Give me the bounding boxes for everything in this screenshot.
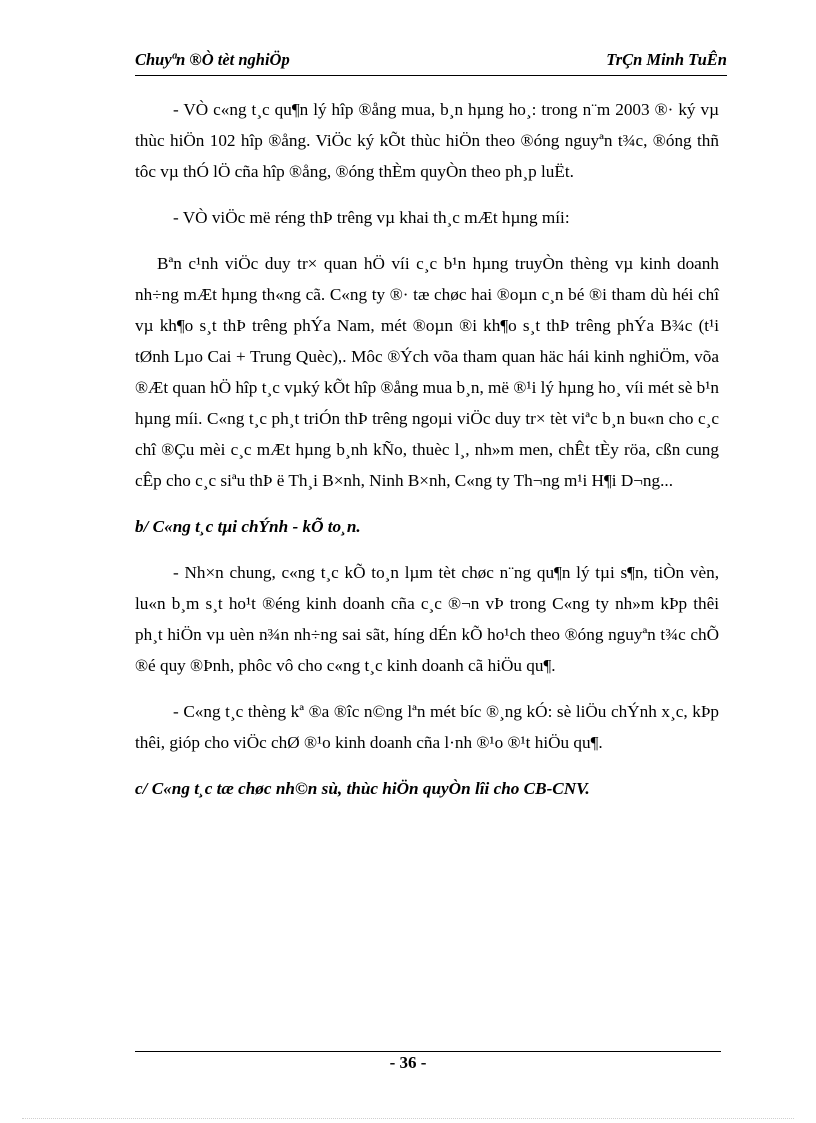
header-author-name: TrÇn Minh TuÊn	[606, 50, 727, 69]
paragraph-contract-management: - VÒ c«ng t¸c qu¶n lý hîp ®ång mua, b¸n hµng ho¸: trong n¨m 2003 ®· ký vµ thùc hiÖn 102 hîp ®ång. ViÖc ký kÕt thùc hiÖn theo ®óng nguyªn t¾c, ®óng thñ tôc vµ thÓ lÖ cña hîp ®ång, ®óng thÈm quyÒn theo ph¸p luËt.	[135, 100, 719, 181]
section-b-heading: b/ C«ng t¸c tµi chÝnh - kÕ to¸n.	[135, 517, 361, 536]
page-bottom-border	[22, 1118, 794, 1119]
section-c-heading: c/ C«ng t¸c tæ chøc nh©n sù, thùc hiÖn quyÒn lîi cho CB-CNV.	[135, 779, 590, 798]
page-header	[135, 47, 727, 76]
paragraph-accounting-overview: - Nh×n chung, c«ng t¸c kÕ to¸n lµm tèt chøc n¨ng qu¶n lý tµi s¶n, tiÒn vèn, lu«n b¸m s¸t ho¹t ®éng kinh doanh cña c¸c ®¬n vÞ trong C«ng ty nh»m kÞp thêi ph¸t hiÖn vµ uèn n¾n nh÷ng sai sãt, híng dÉn kÕ ho¹ch theo ®óng nguyªn t¾c chÕ ®é quy ®Þnh, phôc vô cho c«ng t¸c kinh doanh cã hiÖu qu¶.	[135, 563, 719, 675]
paragraph-market-expansion-intro: - VÒ viÖc më réng thÞ trêng vµ khai th¸c mÆt hµng míi:	[173, 208, 570, 227]
paragraph-statistics: - C«ng t¸c thèng kª ®a ®îc n©ng lªn mét bíc ®¸ng kÓ: sè liÖu chÝnh x¸c, kÞp thêi, gióp cho viÖc chØ ®¹o kinh doanh cña l·nh ®¹o ®¹t hiÖu qu¶.	[135, 702, 719, 752]
page-body	[135, 94, 719, 819]
paragraph-market-expansion-detail: Bªn c¹nh viÖc duy tr× quan hÖ víi c¸c b¹n hµng truyÒn thèng vµ kinh doanh nh÷ng mÆt hµng th«ng cã. C«ng ty ®· tæ chøc hai ®oµn c¸n bé ®i tham dù héi chî vµ kh¶o s¸t thÞ trêng phÝa Nam, mét ®oµn ®i kh¶o s¸t thÞ trêng phÝa B¾c (t¹i tØnh Lµo Cai + Trung Quèc),. Môc ®Ých võa tham quan häc hái kinh nghiÖm, võa ®Æt quan hÖ hîp t¸c vµký kÕt hîp ®ång mua b¸n, më ®¹i lý hµng ho¸ víi mét sè b¹n hµng míi. C«ng t¸c ph¸t triÓn thÞ trêng ngoµi viÖc duy tr× tèt viªc b¸n bu«n cho c¸c chî ®Çu mèi c¸c mÆt hµng b¸nh kÑo, thuèc l¸, nh»m men, chÊt tÈy röa, cßn cung cÊp cho c¸c siªu thÞ ë Th¸i B×nh, Ninh B×nh, C«ng ty Th¬ng m¹i H¶i D¬ng...	[135, 254, 719, 490]
header-document-title: Chuyªn ®Ò tèt nghiÖp	[135, 50, 290, 69]
footer-divider	[135, 1051, 721, 1052]
page-number: - 36 -	[389, 1053, 427, 1072]
